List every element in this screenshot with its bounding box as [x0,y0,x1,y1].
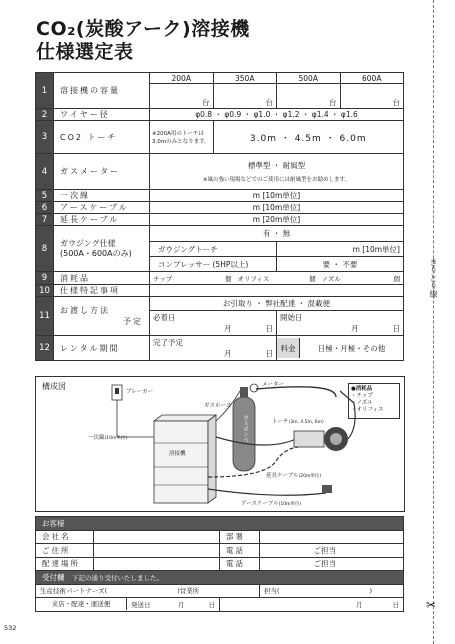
day-label: 日 [392,600,400,609]
compressor-label: コンプレッサー (5HP以上) [150,257,277,272]
gouging-label: ガウジング仕様 [60,238,116,248]
gas-meter-options[interactable]: 標準型 ・ 耐風型 [247,161,306,170]
ship-date-2[interactable] [220,598,404,612]
torch-options[interactable]: 3.0m ・ 4.5m ・ 6.0m [213,121,404,154]
fee-label: 料金 [277,338,300,358]
consumables-title: ●消耗品 [351,386,373,392]
breaker-label: ブレーカー [126,389,154,395]
consumables-cell[interactable] [150,272,404,285]
row-number: 8 [36,226,54,272]
fee-cell[interactable] [277,336,404,361]
partner-label: 生産技術パートナーズ( [40,587,108,596]
delivery-options[interactable]: お引取り ・ 弊社配達 ・ 混載便 [150,297,404,311]
page-title: CO₂(炭酸アーク)溶接機 [36,18,250,40]
visit-ship-row[interactable] [36,598,220,612]
start-date[interactable] [277,311,404,336]
wire-options[interactable]: φ0.8 ・ φ0.9 ・ φ1.0 ・ φ1.2 ・ φ1.4 ・ φ1.6 [150,109,404,121]
tel-label: 電話 [220,557,260,571]
extension-cable-unit: (20m単位) [298,474,322,479]
row-number: 4 [36,154,54,190]
torch-note: ※200A用のトーチは3.0mのみとなります。 [150,121,214,154]
special-notes[interactable] [150,285,404,297]
company-field[interactable] [94,530,220,544]
gas-meter-cell[interactable] [150,154,404,190]
consumables-legend [348,383,400,419]
row-label: 消耗品 [54,272,150,285]
gouging-sublabel: (500A・600Aのみ) [60,248,132,258]
gouging-torch-length[interactable]: m [10m単位] [277,242,404,257]
company-label: 会社名 [36,530,94,544]
primary-cable-length[interactable]: m [10m単位] [150,190,404,202]
primary-cable-unit: (10m単位) [104,436,128,441]
arrival-date[interactable] [150,311,277,336]
delivery-label: お渡し方法 [60,306,110,315]
partner-close-label: )営業所 [177,587,200,596]
page-number: 532 [4,624,17,632]
gas-hose-label: ガスホース [204,403,232,409]
gouging-yes-no[interactable]: 有 ・ 無 [150,226,404,242]
day-label: 日 [265,349,273,358]
consumable-item: ・オリフィス [351,407,384,413]
row-label: レンタル期間 [54,336,150,361]
reception-note: 下記の通り受付いたしました。 [72,573,163,582]
contact-label[interactable]: ご担当 [310,557,404,571]
earth-cable-unit: (10m単位) [278,502,302,507]
header-cell: 500A [277,73,341,84]
charge-field[interactable] [260,584,404,598]
gas-meter-note: ※風の強い現場などでのご使用には耐風型をお勧めします。 [202,177,351,183]
row-label: アースケーブル [54,202,150,214]
ship-date-label: 発送日 [131,600,151,609]
day-label: 日 [392,324,400,333]
torch-name: トーチ [272,419,289,425]
month-label: 月 [224,349,232,358]
row-number: 1 [36,73,54,109]
visit-options[interactable]: 来店・配達・運送便 [36,598,127,610]
qty-cell[interactable]: 台 [340,84,404,109]
day-label: 日 [265,324,273,333]
spec-table [35,72,404,361]
row-number: 5 [36,190,54,202]
qty-cell[interactable]: 台 [277,84,341,109]
orifice-label: オリフィス [237,274,270,283]
month-label: 月 [351,324,359,333]
tel-field[interactable] [260,544,310,558]
month-label: 月 [356,600,363,609]
order-form [35,516,404,612]
end-date[interactable] [150,336,277,361]
arrival-date-label: 必着日 [153,313,176,322]
earth-cable-length[interactable]: m [10m単位] [150,202,404,214]
end-date-label: 完了予定 [153,338,183,347]
delivery-label-2: 予定 [123,317,143,326]
compressor-options[interactable]: 要 ・ 不要 [277,257,404,272]
customer-header: お客様 [36,517,404,531]
row-label: 仕様特記事項 [54,285,150,297]
row-label: ワイヤー径 [54,109,150,121]
contact-label[interactable]: ご担当 [310,544,404,558]
reception-label: 受付欄 [42,572,65,582]
page-subtitle: 仕様選定表 [36,41,134,63]
charge-label: 担当( [264,587,280,596]
dept-label: 部署 [220,530,260,544]
row-number: 2 [36,109,54,121]
charge-close-label: ) [369,587,373,596]
unit-label: 個 [224,274,232,283]
unit-label: 個 [393,274,400,283]
torch-label [272,417,324,425]
month-label: 月 [178,600,185,609]
row-number: 6 [36,202,54,214]
row-number: 3 [36,121,54,154]
row-number: 7 [36,214,54,226]
month-label: 月 [224,324,232,333]
consumable-item: ・ノズル [351,400,373,406]
gouging-torch-label: ガウジングトーチ [150,242,277,257]
address-field[interactable] [94,544,220,558]
reception-header [36,571,404,585]
primary-cable-name: 一次線 [88,435,105,441]
fee-options[interactable]: 日極・月極・その他 [317,343,386,353]
row-number: 11 [36,297,54,336]
earth-cable-label [241,499,301,507]
header-cell: 200A [150,73,214,84]
start-date-label: 開始日 [280,313,303,322]
partner-field[interactable] [36,584,260,598]
diagram-title: 構成図 [42,382,66,391]
dept-field[interactable] [260,530,404,544]
cut-line [433,0,435,644]
row-label: 溶接機の容量 [54,73,150,109]
tel-label: 電話 [220,544,260,558]
cylinder-label: ガスボンベ [242,415,248,443]
header-cell: 350A [213,73,277,84]
delivery-place-field[interactable] [94,557,220,571]
tip-label: チップ [153,274,173,283]
extension-cable-label [266,471,321,479]
day-label: 日 [208,600,215,609]
extension-cable-name: 延長ケーブル [266,473,299,479]
row-label: 一次線 [54,190,150,202]
primary-cable-label [88,433,127,441]
scissors-icon: ✂ [426,598,437,612]
header-cell: 600A [340,73,404,84]
row-number: 12 [36,336,54,361]
welder-label: 溶接機 [169,451,186,457]
row-number: 9 [36,272,54,285]
address-label: ご住所 [36,544,94,558]
delivery-place-label: 配達場所 [36,557,94,571]
configuration-diagram [35,376,405,512]
nozzle-label: ノズル [321,274,341,283]
qty-cell[interactable]: 台 [150,84,214,109]
row-label: 延長ケーブル [54,214,150,226]
row-label: CO2 トーチ [54,121,150,154]
extension-cable-length[interactable]: m [20m単位] [150,214,404,226]
torch-unit: (3m, 4.5m, 6m) [288,420,324,425]
qty-cell[interactable]: 台 [213,84,277,109]
consumable-item: ・チップ [351,393,373,399]
row-number: 10 [36,285,54,297]
unit-label: 個 [309,274,316,283]
tel-field[interactable] [260,557,310,571]
row-label [54,226,150,272]
meter-label: メーター [262,382,285,388]
earth-cable-name: アースケーブル [241,501,279,507]
row-label: ガスメーター [54,154,150,190]
cut-line-label: きりとり線 [429,258,438,298]
row-label [54,297,150,336]
